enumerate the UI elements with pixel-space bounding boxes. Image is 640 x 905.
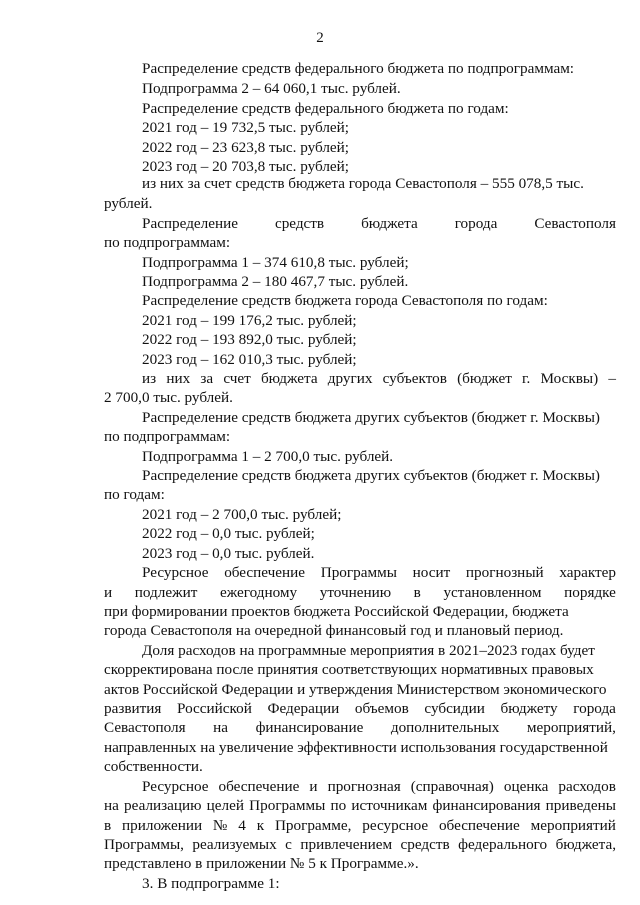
word: федерального <box>458 836 548 853</box>
text-line: актов Российской Федерации и утверждения Министерством экономического <box>104 681 607 698</box>
text-line: 2023 год – 162 010,3 тыс. рублей; <box>142 351 357 368</box>
text-line: Распределение средств федерального бюджета по годам: <box>142 100 509 117</box>
text-line <box>104 584 616 602</box>
text-line: по подпрограммам: <box>104 428 231 445</box>
word: характер <box>559 564 616 581</box>
text-line <box>142 778 616 796</box>
word: прогнозная <box>327 778 401 795</box>
word: и <box>104 584 113 601</box>
word: них <box>166 370 191 387</box>
text-line: 2021 год – 199 176,2 тыс. рублей; <box>142 312 357 329</box>
text-line: 2 700,0 тыс. рублей. <box>104 389 233 406</box>
text-line: 2022 год – 0,0 тыс. рублей; <box>142 525 315 542</box>
word: установленном <box>443 584 542 601</box>
word: источникам <box>351 797 428 814</box>
word: обеспечение <box>224 564 306 581</box>
text-line <box>104 719 616 737</box>
text-line <box>104 836 616 854</box>
word: Севастополя <box>534 215 616 232</box>
word: целей <box>206 797 244 814</box>
text-line: Распределение средств бюджета города Севастополя по годам: <box>142 292 548 309</box>
text-line: скорректирована после принятия соответствующих нормативных правовых <box>104 661 594 678</box>
word: субъектов <box>382 370 447 387</box>
word: из <box>142 370 157 387</box>
word: развития <box>104 700 162 717</box>
word: носит <box>412 564 451 581</box>
word: Российской <box>177 700 252 717</box>
word: за <box>200 370 214 387</box>
word: на <box>213 719 229 736</box>
word: приведены <box>545 797 616 814</box>
text-line <box>104 797 616 815</box>
word: в <box>104 817 112 834</box>
text-line <box>104 700 616 718</box>
text-line: Распределение средств бюджета других субъектов (бюджет г. Москвы) <box>142 409 600 426</box>
word: приложении <box>122 817 203 834</box>
word: средств <box>400 836 450 853</box>
word: бюджета <box>361 215 418 232</box>
text-line: по годам: <box>104 486 165 503</box>
word: (справочная) <box>410 778 494 795</box>
word: с <box>285 836 292 853</box>
word: других <box>327 370 373 387</box>
text-line: Подпрограмма 1 – 374 610,8 тыс. рублей; <box>142 254 409 271</box>
word: в <box>413 584 421 601</box>
word: – <box>608 370 616 387</box>
word: (бюджет <box>457 370 512 387</box>
word: Программы <box>249 797 326 814</box>
word: Севастополя <box>104 719 186 736</box>
text-line <box>142 564 616 582</box>
word: на <box>104 797 119 814</box>
text-line: Распределение средств бюджета других субъектов (бюджет г. Москвы) <box>142 467 600 484</box>
text-line: города Севастополя на очередной финансовый год и плановый период. <box>104 622 564 639</box>
text-line: 2021 год – 19 732,5 тыс. рублей; <box>142 119 350 136</box>
text-line: Подпрограмма 2 – 64 060,1 тыс. рублей. <box>142 80 401 97</box>
word: реализацию <box>124 797 202 814</box>
word: порядке <box>564 584 616 601</box>
word: 4 <box>238 817 246 834</box>
text-line: Доля расходов на программные мероприятия в 2021–2023 годах будет <box>142 642 595 659</box>
word: города <box>573 700 616 717</box>
word: реализуемых <box>192 836 277 853</box>
word: и <box>309 778 318 795</box>
word: расходов <box>558 778 616 795</box>
word: уточнению <box>319 584 392 601</box>
text-line <box>142 215 616 233</box>
word: мероприятий, <box>526 719 616 736</box>
word: средств <box>274 215 325 232</box>
text-line: представлено в приложении № 5 к Программе.». <box>104 855 419 872</box>
text-line: 2021 год – 2 700,0 тыс. рублей; <box>142 506 342 523</box>
word: № <box>212 817 228 834</box>
text-line: 2023 год – 0,0 тыс. рублей. <box>142 545 315 562</box>
word: Программе, <box>274 817 352 834</box>
text-line: 2022 год – 193 892,0 тыс. рублей; <box>142 331 357 348</box>
word: Ресурсное <box>142 778 209 795</box>
word: ежегодному <box>219 584 298 601</box>
text-line: 2022 год – 23 623,8 тыс. рублей; <box>142 139 350 156</box>
text-line: Подпрограмма 2 – 180 467,7 тыс. рублей. <box>142 273 409 290</box>
text-line <box>142 370 616 388</box>
word: мероприятий <box>530 817 616 834</box>
word: бюджета <box>260 370 318 387</box>
text-line <box>104 817 616 835</box>
text-line: рублей. <box>104 195 153 212</box>
text-line: 2023 год – 20 703,8 тыс. рублей; <box>142 158 350 175</box>
word: Распределение <box>142 215 238 232</box>
word: дополнительных <box>390 719 500 736</box>
word: бюджета, <box>555 836 616 853</box>
word: Программы <box>320 564 397 581</box>
page-number: 2 <box>316 30 324 46</box>
word: бюджету <box>500 700 558 717</box>
text-line: Подпрограмма 1 – 2 700,0 тыс. рублей. <box>142 448 394 465</box>
word: оценка <box>503 778 549 795</box>
text-line: 3. В подпрограмме 1: <box>142 875 280 892</box>
text-line: собственности. <box>104 758 203 775</box>
word: обеспечение <box>438 817 520 834</box>
word: Ресурсное <box>142 564 209 581</box>
text-line: по подпрограммам: <box>104 234 231 251</box>
word: счет <box>223 370 251 387</box>
word: финансирования <box>432 797 541 814</box>
word: финансирование <box>255 719 364 736</box>
text-line: Распределение средств федерального бюджета по подпрограммам: <box>142 60 575 77</box>
text-line: из них за счет средств бюджета города Севастополя – 555 078,5 тыс. <box>142 175 584 192</box>
word: по <box>330 797 347 814</box>
word: привлечением <box>300 836 393 853</box>
word: обеспечение <box>218 778 300 795</box>
word: подлежит <box>134 584 198 601</box>
word: к <box>256 817 265 834</box>
word: г. <box>522 370 531 387</box>
word: прогнозный <box>465 564 544 581</box>
word: ресурсное <box>362 817 429 834</box>
word: объемов <box>354 700 409 717</box>
text-line: при формировании проектов бюджета Российской Федерации, бюджета <box>104 603 569 620</box>
text-line: направленных на увеличение эффективности использования государственной <box>104 739 608 756</box>
word: Программы, <box>104 836 184 853</box>
word: субсидии <box>424 700 485 717</box>
word: Москвы) <box>540 370 599 387</box>
word: города <box>454 215 498 232</box>
word: Федерации <box>267 700 340 717</box>
